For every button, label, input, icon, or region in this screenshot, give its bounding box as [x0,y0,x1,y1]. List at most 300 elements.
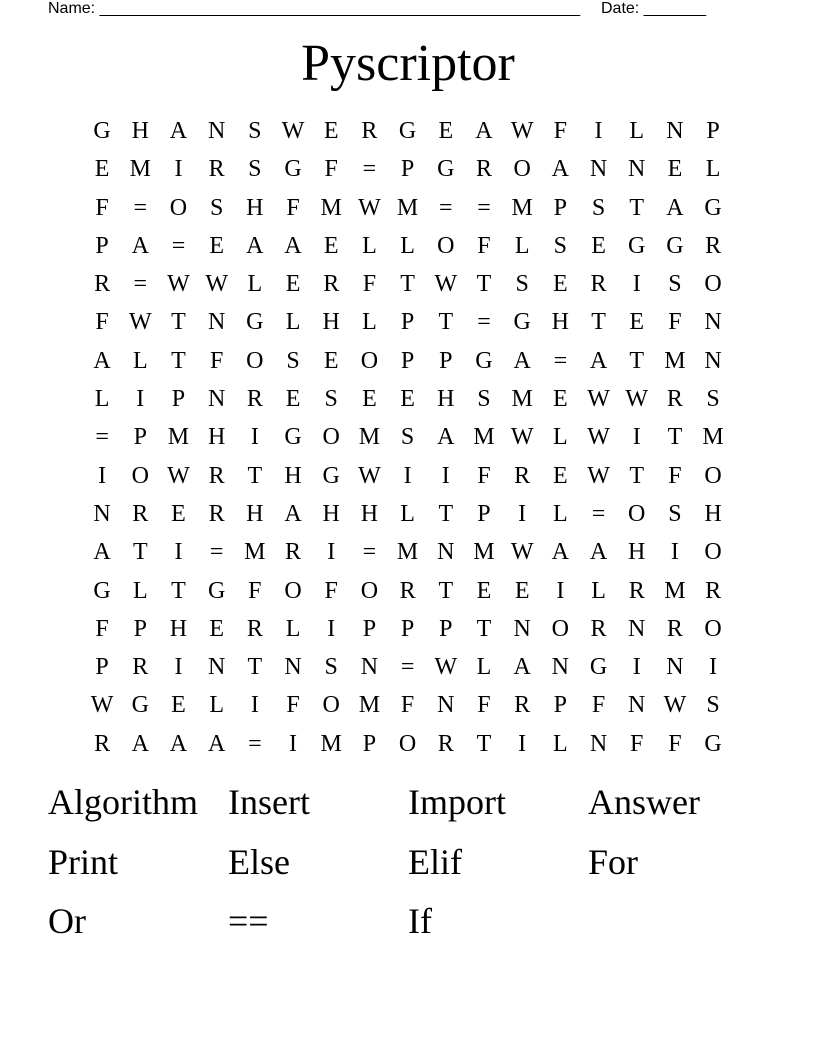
grid-cell: G [704,194,722,221]
grid-cell: E [209,615,224,642]
grid-cell: A [246,232,264,259]
grid-cell: P [706,118,720,144]
grid-cell: I [327,539,336,566]
grid-cell: H [322,500,340,527]
grid-cell: O [322,424,340,451]
grid-cell: M [358,424,381,451]
grid-cell: R [666,386,683,413]
grid-cell: F [477,232,491,259]
grid-cell: M [320,730,342,757]
grid-cell: T [629,194,645,221]
grid-cell: L [476,654,492,681]
grid-cell: R [514,692,531,719]
grid-cell: F [630,730,644,757]
grid-cell: L [247,271,263,298]
grid-cell: G [322,462,340,489]
grid-cell: = [591,500,606,527]
grid-cell: N [360,654,379,681]
grid-cell: W [663,692,687,719]
grid-cell: W [358,462,381,489]
grid-cell: W [167,271,190,298]
grid-cell: = [362,156,377,183]
grid-cell: S [706,386,720,413]
grid-cell: T [667,424,683,451]
grid-cell: T [132,539,148,566]
grid-cell: O [437,232,455,259]
grid-cell: M [358,692,381,719]
grid-cell: T [171,309,186,336]
grid-cell: N [628,615,646,642]
grid-cell: N [207,386,226,413]
grid-cell: P [400,156,415,183]
grid-cell: L [400,232,415,259]
grid-cell: E [667,156,683,183]
grid-cell: F [591,692,606,719]
grid-cell: T [629,347,645,374]
grid-cell: F [400,692,415,719]
grid-cell: T [438,309,454,336]
grid-cell: F [668,309,682,336]
grid-cell: L [591,577,606,604]
grid-cell: E [476,577,492,604]
grid-cell: S [668,271,682,298]
grid-cell: L [209,692,224,719]
word-list-item: Import [408,782,506,822]
grid-cell: O [704,539,722,566]
grid-cell: O [513,156,531,183]
grid-cell: T [171,577,186,604]
grid-cell: P [133,424,147,451]
grid-cell: R [323,271,340,298]
grid-cell: R [285,539,302,566]
grid-cell: L [132,347,148,374]
grid-cell: I [250,692,259,719]
grid-cell: = [477,309,491,336]
grid-cell: A [169,118,188,144]
grid-cell: L [705,156,721,183]
grid-cell: E [323,118,339,144]
grid-cell: I [632,271,641,298]
grid-cell: N [704,309,722,336]
grid-cell: I [174,539,183,566]
grid-cell: = [133,194,148,221]
grid-cell: A [589,347,608,374]
grid-cell: A [207,730,226,757]
grid-cell: H [322,309,340,336]
grid-cell: N [589,156,608,183]
grid-cell: P [439,615,453,642]
grid-cell: N [437,539,455,566]
grid-cell: R [666,615,683,642]
grid-cell: M [702,424,724,451]
grid-cell: M [396,539,419,566]
page-title: Pyscriptor [301,35,515,92]
grid-cell: L [629,118,645,144]
grid-cell: F [95,309,109,336]
grid-cell: E [209,232,224,259]
grid-cell: T [438,577,454,604]
grid-cell: G [284,156,302,183]
grid-cell: R [475,156,492,183]
grid-cell: S [324,654,338,681]
grid-cell: O [704,271,722,298]
grid-cell: = [553,347,568,374]
grid-cell: O [169,194,188,221]
grid-cell: H [284,462,302,489]
grid-cell: T [476,615,492,642]
grid-cell: T [629,462,645,489]
grid-cell: A [475,118,493,144]
grid-cell: A [93,347,111,374]
grid-cell: R [628,577,645,604]
grid-cell: I [98,462,107,489]
grid-cell: R [399,577,416,604]
grid-cell: R [208,462,225,489]
grid-cell: W [205,271,228,298]
grid-cell: E [438,118,454,144]
grid-cell: W [625,386,649,413]
grid-cell: P [95,654,109,681]
grid-cell: L [514,232,530,259]
grid-cell: M [129,156,151,183]
grid-cell: A [513,347,531,374]
grid-cell: W [510,539,534,566]
grid-cell: S [515,271,529,298]
grid-cell: F [286,194,300,221]
grid-cell: P [171,386,186,413]
grid-cell: I [327,615,336,642]
grid-cell: W [510,424,534,451]
grid-cell: G [284,424,302,451]
grid-cell: A [437,424,455,451]
grid-cell: L [362,309,377,336]
grid-cell: G [246,309,264,336]
grid-cell: R [437,730,454,757]
grid-cell: N [207,309,226,336]
grid-cell: T [247,462,263,489]
grid-cell: = [362,539,377,566]
grid-cell: S [668,500,682,527]
grid-cell: L [285,309,301,336]
date-label: Date: [601,0,640,17]
grid-cell: I [632,654,641,681]
grid-cell: M [396,194,419,221]
grid-cell: I [518,500,527,527]
grid-cell: E [171,500,186,527]
grid-cell: H [551,309,570,336]
grid-cell: W [167,462,190,489]
grid-cell: N [628,692,646,719]
grid-cell: R [246,386,263,413]
word-list-item: If [408,901,432,941]
grid-cell: E [362,386,377,413]
grid-cell: E [285,386,301,413]
word-list-item: Or [48,901,86,941]
grid-cell: W [510,118,534,144]
grid-cell: W [434,271,458,298]
grid-cell: H [169,615,188,642]
grid-cell: S [324,386,338,413]
grid-cell: R [132,654,149,681]
grid-cell: I [174,156,183,183]
grid-cell: I [174,654,183,681]
grid-cell: N [284,654,302,681]
grid-cell: T [400,271,415,298]
grid-cell: A [131,232,149,259]
grid-cell: L [285,615,301,642]
grid-cell: W [90,692,114,719]
letter-grid [83,112,732,763]
header-line [48,0,706,18]
grid-cell: N [437,692,455,719]
grid-cell: A [284,232,302,259]
grid-cell: A [513,654,531,681]
grid-cell: G [207,577,226,604]
grid-cell: E [285,271,301,298]
grid-cell: N [628,156,646,183]
grid-cell: F [668,730,682,757]
grid-cell: R [514,462,531,489]
grid-cell: F [324,577,338,604]
grid-cell: M [511,194,533,221]
grid-cell: O [246,347,264,374]
grid-cell: S [248,118,262,144]
word-list [48,776,768,955]
grid-cell: E [591,232,606,259]
word-list-item: Answer [588,782,700,822]
grid-cell: S [248,156,262,183]
grid-cell: I [403,462,412,489]
grid-cell: I [250,424,259,451]
grid-cell: N [704,347,722,374]
grid-cell: P [439,347,453,374]
grid-cell: M [664,577,686,604]
grid-cell: G [131,692,149,719]
grid-cell: E [553,386,568,413]
grid-cell: G [437,156,455,183]
grid-cell: R [361,118,378,144]
grid-cell: L [553,500,568,527]
grid-cell: N [666,118,684,144]
grid-cell: M [473,539,495,566]
grid-cell: I [441,462,450,489]
grid-cell: R [132,500,149,527]
grid-cell: P [95,232,109,259]
grid-cell: M [473,424,495,451]
grid-cell: W [587,386,610,413]
grid-cell: F [668,462,682,489]
word-list-item: == [228,901,269,941]
grid-cell: S [400,424,415,451]
grid-cell: G [398,118,417,144]
grid-cell: S [286,347,300,374]
grid-cell: W [587,424,610,451]
grid-cell: I [709,654,718,681]
grid-cell: O [360,347,379,374]
grid-cell: N [207,654,226,681]
grid-cell: L [362,232,377,259]
grid-cell: A [169,730,188,757]
grid-cell: I [289,730,298,757]
grid-cell: M [167,424,190,451]
grid-cell: F [95,615,109,642]
grid-cell: F [362,271,377,298]
grid-cell: G [475,347,493,374]
grid-cell: = [400,654,415,681]
grid-cell: T [171,347,186,374]
grid-cell: F [477,462,491,489]
grid-cell: E [629,309,645,336]
grid-cell: G [704,730,722,757]
grid-cell: O [551,615,570,642]
grid-cell: G [666,232,684,259]
grid-cell: I [632,424,641,451]
grid-cell: W [587,462,610,489]
grid-cell: P [362,615,377,642]
grid-cell: O [628,500,646,527]
grid-cell: A [551,539,570,566]
grid-cell: F [324,156,338,183]
name-label: Name: [48,0,96,17]
grid-cell: P [400,615,415,642]
grid-cell: I [594,118,603,144]
grid-cell: H [704,500,722,527]
grid-cell: O [704,615,722,642]
grid-cell: H [207,424,226,451]
grid-cell: P [553,692,568,719]
grid-cell: A [551,156,570,183]
grid-cell: G [628,232,646,259]
grid-cell: S [477,386,491,413]
word-list-item: Else [228,841,290,882]
grid-cell: F [95,194,109,221]
grid-cell: T [438,500,454,527]
grid-cell: E [514,577,530,604]
date-line: _______ [643,0,706,17]
grid-cell: G [93,577,111,604]
grid-cell: A [284,500,302,527]
grid-cell: S [706,692,720,719]
grid-cell: M [511,386,533,413]
grid-cell: L [400,500,415,527]
grid-cell: F [286,692,300,719]
grid-cell: = [133,271,148,298]
grid-cell: = [171,232,186,259]
grid-cell: O [704,462,722,489]
grid-cell: = [248,730,262,757]
grid-cell: H [131,118,149,144]
grid-cell: O [131,462,149,489]
grid-cell: A [131,730,149,757]
grid-cell: P [553,194,568,221]
grid-cell: P [477,500,491,527]
grid-cell: R [208,500,225,527]
grid-cell: W [128,309,152,336]
grid-cell: O [322,692,340,719]
grid-cell: H [360,500,379,527]
grid-cell: N [589,730,608,757]
grid-cell: T [476,271,492,298]
grid-cell: E [323,347,339,374]
grid-cell: M [664,347,686,374]
grid-cell: N [513,615,531,642]
grid-cell: N [551,654,570,681]
grid-cell: P [133,615,147,642]
grid-cell: F [248,577,262,604]
grid-cell: R [94,730,111,757]
grid-cell: A [93,539,111,566]
grid-cell: I [556,577,565,604]
grid-cell: T [591,309,606,336]
grid-cell: H [437,386,455,413]
grid-cell: T [247,654,263,681]
grid-cell: = [209,539,224,566]
grid-cell: E [553,271,568,298]
grid-cell: F [477,692,491,719]
grid-cell: S [553,232,568,259]
grid-cell: E [171,692,186,719]
word-list-item: Elif [408,841,462,882]
grid-cell: N [666,654,684,681]
grid-cell: = [439,194,453,221]
grid-cell: A [589,539,608,566]
grid-cell: R [208,156,225,183]
grid-cell: W [358,194,381,221]
name-line: ______________________________________________________ [99,0,581,17]
grid-cell: R [705,577,722,604]
grid-cell: = [477,194,491,221]
grid-cell: L [94,386,110,413]
grid-cell: H [628,539,646,566]
grid-cell: P [400,309,415,336]
grid-cell: I [518,730,527,757]
grid-cell: O [284,577,302,604]
grid-cell: W [434,654,458,681]
grid-cell: T [476,730,492,757]
grid-cell: H [246,500,264,527]
grid-cell: F [209,347,224,374]
grid-cell: S [209,194,224,221]
grid-cell: W [281,118,305,144]
grid-cell: M [244,539,266,566]
grid-cell: L [132,577,148,604]
grid-cell: L [553,730,568,757]
grid-cell: E [94,156,110,183]
grid-cell: R [590,615,607,642]
grid-cell: M [320,194,342,221]
grid-cell: E [553,462,568,489]
grid-cell: G [93,118,111,144]
grid-cell: O [360,577,379,604]
grid-cell: S [591,194,606,221]
grid-cell: O [398,730,417,757]
word-list-item: Insert [228,782,310,822]
grid-cell: E [323,232,339,259]
grid-cell: I [670,539,679,566]
grid-cell: G [589,654,608,681]
grid-cell: A [666,194,684,221]
grid-cell: R [590,271,607,298]
grid-cell: N [207,118,226,144]
grid-cell: L [553,424,568,451]
grid-cell: H [246,194,264,221]
grid-cell: N [93,500,111,527]
grid-cell: R [94,271,111,298]
grid-cell: E [400,386,415,413]
grid-cell: F [553,118,568,144]
word-list-item: Print [48,841,119,882]
grid-cell: P [362,730,377,757]
